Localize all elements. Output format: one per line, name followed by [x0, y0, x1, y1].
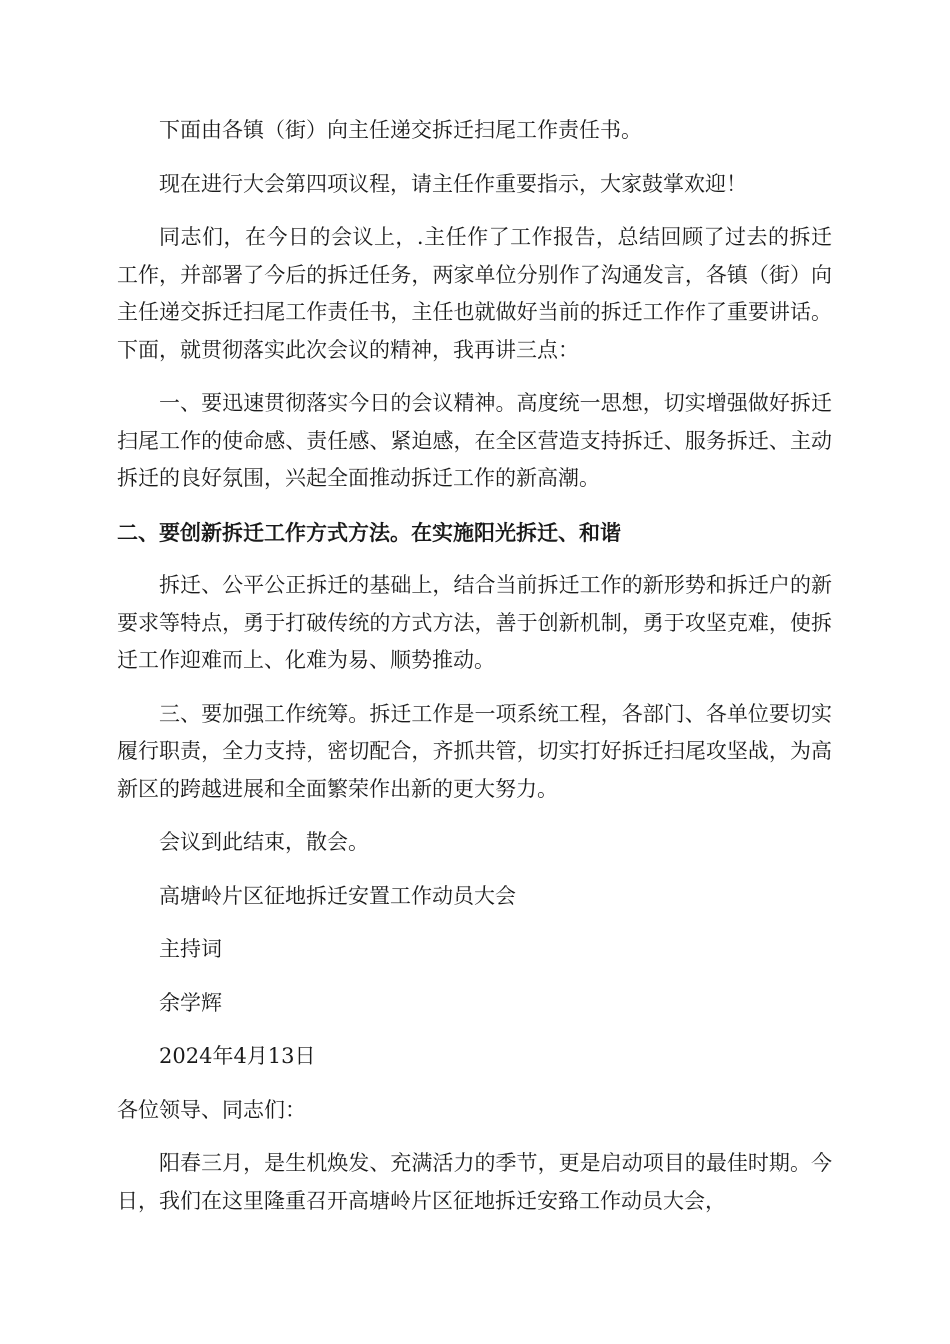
document-type: 主持词: [159, 937, 222, 961]
salutation: 各位领导、同志们：: [117, 1097, 306, 1122]
meeting-title: 高塘岭片区征地拆迁安置工作动员大会: [159, 883, 516, 908]
document-date: 2024年4月13日: [159, 1044, 316, 1068]
author-name: 余学辉: [159, 990, 222, 1015]
paragraph-point-three: 三、要加强工作统筹。拆迁工作是一项系统工程，各部门、各单位要切实履行职责，全力支持，密切配合，齐抓共管，切实打好拆迁扫尾攻坚战，为高新区的跨越进展和全面繁荣作出新的更大努力。: [117, 701, 832, 801]
paragraph-point-one: 一、要迅速贯彻落实今日的会议精神。高度统一思想，切实增强做好拆迁扫尾工作的使命感、责任感、紧迫感，在全区营造支持拆迁、服务拆迁、主动拆迁的良好氛围，兴起全面推动拆迁工作的新高潮。: [117, 391, 832, 490]
document-page: [117, 112, 832, 1220]
paragraph-handover: 下面由各镇（街）向主任递交拆迁扫尾工作责任书。: [159, 118, 642, 142]
paragraph-opening: 阳春三月，是生机焕发、充满活力的季节，更是启动项目的最佳时期。今日，我们在这里隆重召开高塘岭片区征地拆迁安臵工作动员大会，: [117, 1151, 832, 1213]
paragraph-closing: 会议到此结束，散会。: [159, 830, 369, 854]
paragraph-summary: 同志们，在今日的会议上，.主任作了工作报告，总结回顾了过去的拆迁工作，并部署了今后的拆迁任务，两家单位分别作了沟通发言，各镇（街）向主任递交拆迁扫尾工作责任书，主任也就做好当前的拆迁工作作了重要讲话。下面，就贯彻落实此次会议的精神，我再讲三点：: [117, 225, 832, 362]
paragraph-point-two-heading: 二、要创新拆迁工作方式方法。在实施阳光拆迁、和谐: [117, 519, 621, 545]
paragraph-point-two-body: 拆迁、公平公正拆迁的基础上，结合当前拆迁工作的新形势和拆迁户的新要求等特点，勇于打破传统的方式方法，善于创新机制，勇于攻坚克难，使拆迁工作迎难而上、化难为易、顺势推动。: [117, 573, 832, 672]
paragraph-agenda-four: 现在进行大会第四项议程，请主任作重要指示，大家鼓掌欢迎！: [159, 171, 747, 196]
